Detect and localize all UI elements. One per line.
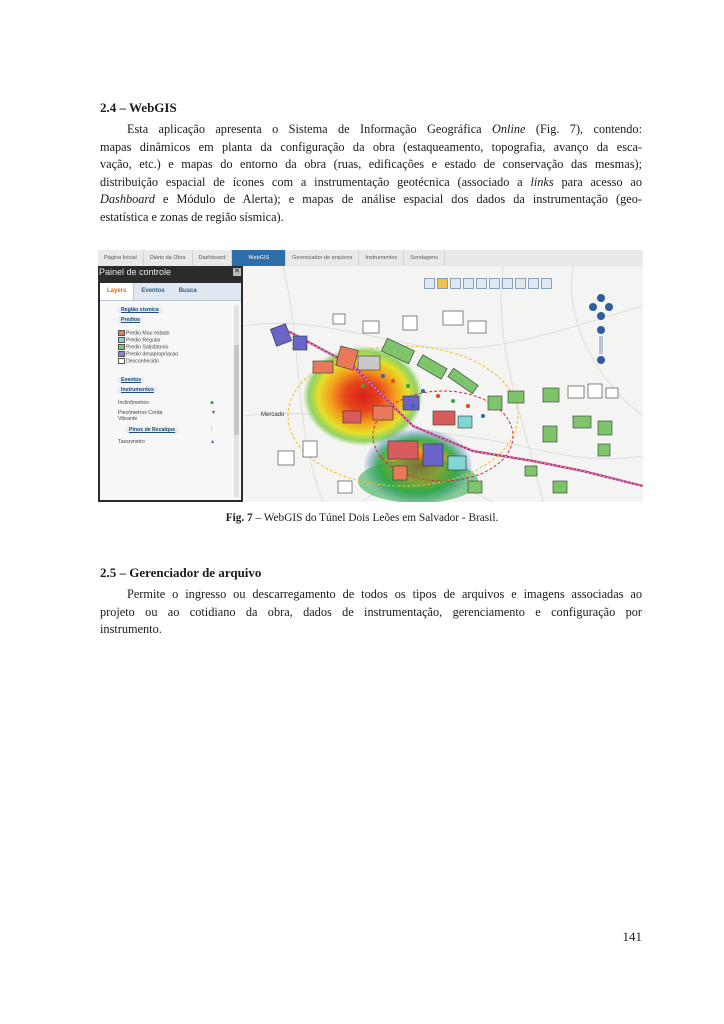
legend-item: Predio Satisfatorio [118, 344, 168, 350]
paragraph-line: Dashboard e Módulo de Alerta); e mapas de análise espacial dos dados da instrumentação (geo- [100, 192, 642, 206]
search-icon [541, 278, 552, 289]
paragraph-line: instrumento. [100, 622, 162, 636]
instrument-item: Piezômetros Corda Vibrante [118, 410, 163, 422]
pan-left-icon [589, 303, 597, 311]
paragraph-line: distribuição espacial de ícones com a instrumentação geotécnica (associado a links para acesso ao [100, 174, 642, 189]
paragraph-line: vação, etc.) e mapas do entorno da obra (ruas, edificações e estado de conservação das mesmas); [100, 157, 642, 171]
layer-group-regiao: Região sísmica [118, 307, 162, 313]
control-panel-body [100, 283, 241, 500]
legend-swatch [118, 337, 125, 343]
zoom-in-icon [597, 326, 605, 334]
nav-tab-webgis: WebGIS [232, 250, 286, 266]
paragraph-line: Esta aplicação apresenta o Sistema de Informação Geográfica Online (Fig. 7), contendo: [127, 122, 642, 136]
toolbar-button [502, 278, 513, 289]
toolbar-button [515, 278, 526, 289]
zoom-out-icon [597, 356, 605, 364]
legend-item: Predio Regular [118, 337, 161, 343]
toolbar-button [463, 278, 474, 289]
page-number: 141 [622, 929, 642, 944]
toolbar-button [528, 278, 539, 289]
nav-tab-dashboard: Dashboard [193, 250, 233, 266]
paragraph-line: Permite o ingresso ou descarregamento de todos os tipos de arquivos e imagens associadas ao [127, 587, 642, 601]
inclinometer-icon: ◆ [210, 400, 214, 406]
legend-item: Predio desapropriacao [118, 351, 178, 357]
toolbar-button [489, 278, 500, 289]
legend-swatch [118, 330, 125, 336]
layer-group-instrumentos: Instrumentos [118, 387, 157, 393]
legend-item: Predio Mau estado [118, 330, 170, 336]
pin-icon: ! [211, 427, 213, 433]
legend-item: Desconhecido [118, 358, 159, 364]
piezometer-icon: ▼ [211, 410, 217, 416]
panel-scrollbar [234, 305, 239, 497]
instrument-item: Tassometro [118, 439, 145, 445]
layer-group-pinos: Pinos de Recalque [126, 427, 178, 433]
toolbar-button [437, 278, 448, 289]
webgis-paragraph [100, 121, 642, 226]
map-canvas [243, 266, 643, 502]
panel-tab-layers: Layers [100, 283, 134, 300]
pan-up-icon [597, 294, 605, 302]
gis-map [243, 266, 643, 502]
map-toolbar [424, 278, 552, 289]
close-icon: ✕ [234, 268, 240, 275]
section-heading-gerenciador: 2.5 – Gerenciador de arquivo [100, 565, 262, 580]
figure-caption: Fig. 7 – WebGIS do Túnel Dois Leões em Salvador - Brasil. [225, 512, 499, 524]
nav-tab-instrumentos: Instrumentos [359, 250, 404, 266]
legend-swatch [118, 344, 125, 350]
instrument-item: Inclinômetros [118, 400, 149, 406]
legend-swatch [118, 358, 125, 364]
figure-webgis-screenshot [98, 250, 643, 502]
nav-tab-diario: Diário da Obra [144, 250, 193, 266]
legend-swatch [118, 351, 125, 357]
pan-down-icon [597, 312, 605, 320]
tassometer-icon: ▲ [210, 439, 216, 445]
control-panel [98, 266, 243, 502]
toolbar-button [424, 278, 435, 289]
toolbar-button [450, 278, 461, 289]
layer-group-eventos: Eventos [118, 377, 144, 383]
nav-tab-home: Página Inicial [98, 250, 144, 266]
section-heading-webgis: 2.4 – WebGIS [100, 100, 177, 115]
panel-tabs [100, 283, 241, 301]
map-label-mercado: Mercado [261, 412, 285, 418]
layer-group-predios: Predios [118, 317, 143, 323]
nav-tab-arquivos: Gerenciador de arquivos [286, 250, 359, 266]
webgis-nav-bar [98, 250, 643, 267]
paragraph-line: estatística e zonas de região sísmica). [100, 209, 284, 224]
panel-tab-busca: Busca [178, 288, 197, 294]
toolbar-button [476, 278, 487, 289]
nav-tab-sondagens: Sondagens [404, 250, 445, 266]
map-zoom-controls [589, 294, 613, 374]
control-panel-title: Painel de controle [99, 267, 172, 277]
panel-tab-eventos: Eventos [141, 288, 165, 294]
gerenciador-paragraph [100, 586, 642, 639]
zoom-slider [599, 336, 603, 354]
paragraph-line: projeto ou ao cotidiano da obra, dados de instrumentação, gerenciamento e configuração por [100, 604, 642, 619]
paragraph-line: mapas dinâmicos em planta da configuração da obra (estaqueamento, topografia, avanço da esca- [100, 139, 642, 154]
pan-right-icon [605, 303, 613, 311]
